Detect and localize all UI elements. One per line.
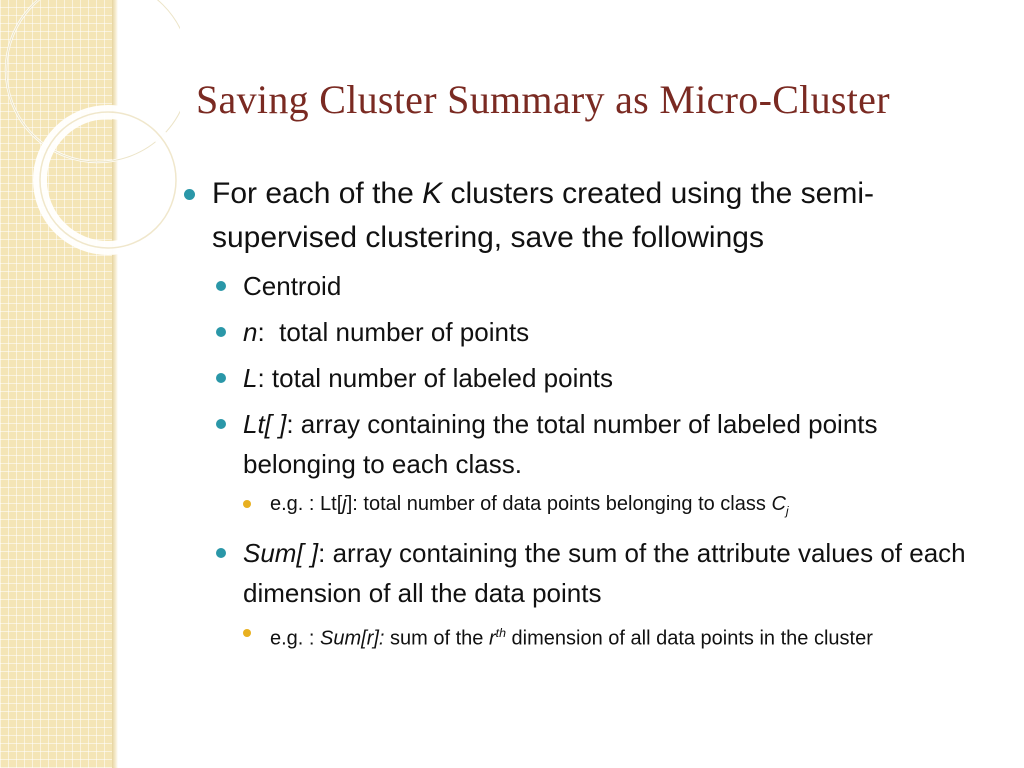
bullet-L-var: L xyxy=(243,363,258,393)
slide-title: Saving Cluster Summary as Micro-Cluster xyxy=(196,77,890,122)
bullet-dot-icon xyxy=(243,500,251,508)
bullet-main-pre: For each of the xyxy=(212,177,423,210)
bullet-dot-icon xyxy=(216,281,226,291)
bullet-centroid-text: Centroid xyxy=(243,271,342,301)
sum-example-post: dimension of all data points in the cluster xyxy=(506,627,873,650)
bullet-dot-icon xyxy=(216,327,226,337)
bullet-Lt-example xyxy=(180,488,980,527)
lt-example-pre: e.g. : Lt[ xyxy=(270,493,343,515)
sum-example-pre: e.g. : xyxy=(270,627,321,650)
sum-example-var: Sum[r]: xyxy=(320,627,385,650)
sum-example-r-var: r xyxy=(488,627,496,650)
sum-example-mid: sum of the xyxy=(384,627,489,650)
bullet-dot-icon xyxy=(216,419,226,429)
bullet-Sum xyxy=(180,533,980,613)
bullet-main xyxy=(180,172,980,260)
bullet-Sum-var: Sum[ ] xyxy=(243,538,319,568)
bullet-dot-icon xyxy=(243,629,251,637)
bullet-L xyxy=(180,358,980,398)
bullet-Lt-var: Lt[ ] xyxy=(243,409,287,439)
bullet-main-var: K xyxy=(422,177,443,210)
bullet-Lt xyxy=(180,404,980,484)
bullet-n-var: n xyxy=(243,317,258,347)
bullet-dot-icon xyxy=(184,189,195,200)
bullet-list xyxy=(180,172,980,655)
lt-example-class-sub: j xyxy=(785,504,789,518)
lt-example-mid: ]: total number of data points belonging to class xyxy=(346,493,772,515)
bullet-main-post: clusters created using the semi-supervised clustering, save the followings xyxy=(212,177,874,254)
lt-example-var: j xyxy=(342,493,347,515)
bullet-Lt-text: : array containing the total number of labeled points belonging to each class. xyxy=(243,409,878,479)
bullet-n-text: : total number of points xyxy=(257,317,530,347)
bullet-centroid xyxy=(180,266,980,306)
bullet-dot-icon xyxy=(216,548,226,558)
lt-example-class-var: C xyxy=(771,493,786,515)
bullet-Sum-text: : array containing the sum of the attribute values of each dimension of all the data points xyxy=(243,538,966,608)
decorative-circles xyxy=(0,0,180,260)
bullet-L-text: : total number of labeled points xyxy=(257,363,614,393)
bullet-dot-icon xyxy=(216,373,226,383)
bullet-n xyxy=(180,312,980,352)
bullet-Sum-example xyxy=(180,617,980,655)
sum-example-r-sup: th xyxy=(495,626,506,640)
